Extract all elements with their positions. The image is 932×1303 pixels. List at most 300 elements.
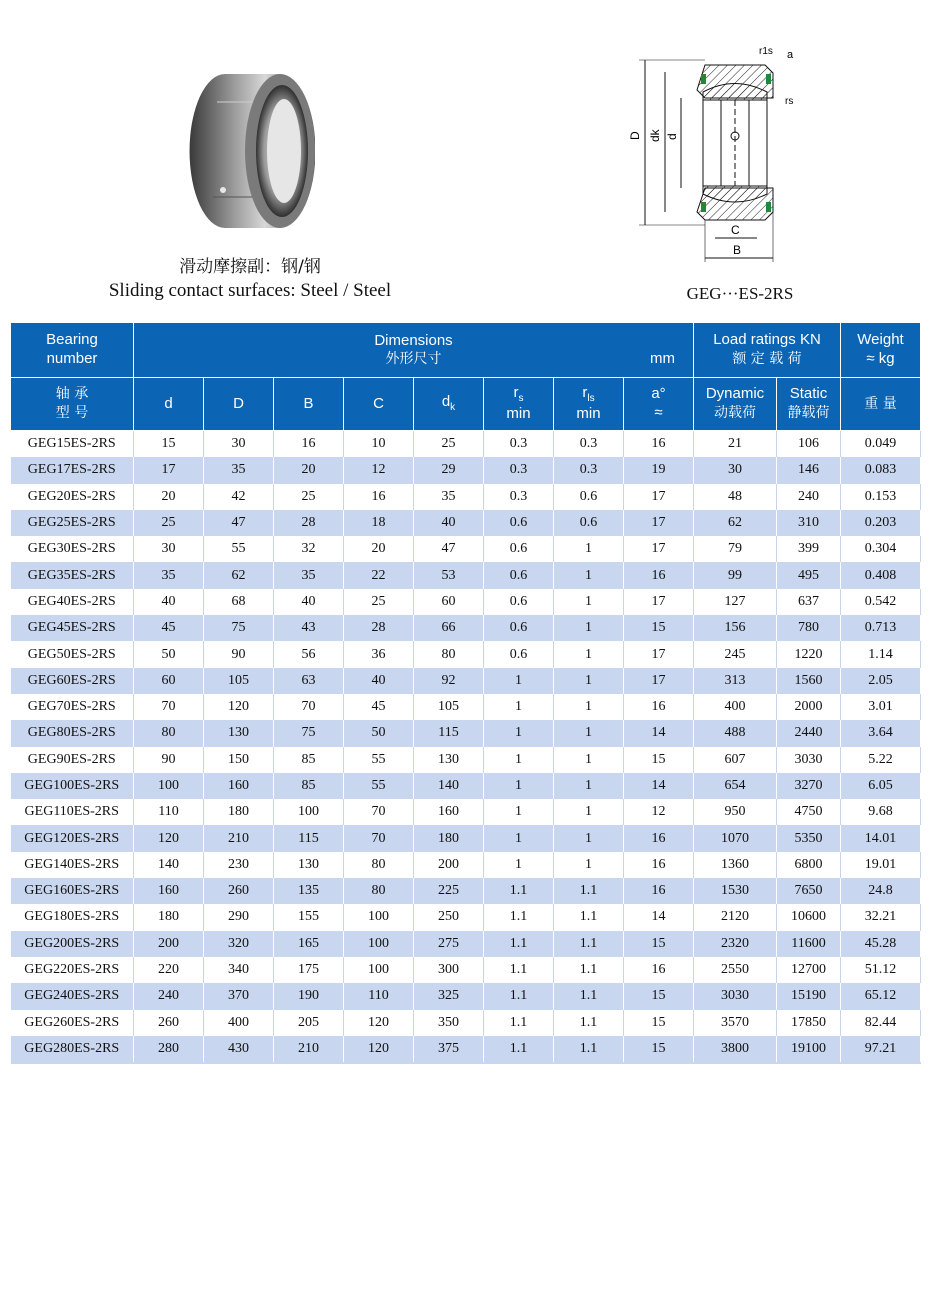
cell-model: GEG20ES-2RS [11,484,134,510]
cell-D: 47 [204,510,274,536]
cell-r1s: 1 [554,825,624,851]
cell-weight: 6.05 [841,773,921,799]
cell-D: 230 [204,852,274,878]
cell-D: 340 [204,957,274,983]
cell-r1s: 1 [554,773,624,799]
cell-d: 25 [134,510,204,536]
cell-dk: 35 [414,484,484,510]
cell-a: 17 [624,536,694,562]
cell-static: 12700 [777,957,841,983]
cell-dynamic: 3570 [694,1010,777,1036]
table-row [11,720,921,746]
table-row [11,641,921,667]
cell-static: 399 [777,536,841,562]
cell-dynamic: 400 [694,694,777,720]
cell-D: 320 [204,931,274,957]
cell-rs: 1 [484,852,554,878]
table-row [11,931,921,957]
cell-B: 210 [274,1036,344,1063]
dim-D-label: D [628,131,642,140]
cell-a: 16 [624,878,694,904]
cell-r1s: 1 [554,641,624,667]
cell-B: 115 [274,825,344,851]
table-row [11,799,921,825]
table-row [11,615,921,641]
cell-rs: 1.1 [484,957,554,983]
cell-weight: 24.8 [841,878,921,904]
cell-D: 150 [204,747,274,773]
cell-r1s: 1.1 [554,1036,624,1063]
cell-dynamic: 1530 [694,878,777,904]
cell-C: 12 [344,457,414,483]
cell-C: 40 [344,668,414,694]
cell-r1s: 1.1 [554,904,624,930]
cell-D: 160 [204,773,274,799]
cell-model: GEG200ES-2RS [11,931,134,957]
cell-static: 146 [777,457,841,483]
cell-d: 70 [134,694,204,720]
cell-d: 110 [134,799,204,825]
cell-rs: 1 [484,825,554,851]
cell-dynamic: 607 [694,747,777,773]
cell-dk: 160 [414,799,484,825]
cell-dk: 180 [414,825,484,851]
cell-r1s: 1 [554,562,624,588]
cell-dk: 350 [414,1010,484,1036]
cell-d: 240 [134,983,204,1009]
cell-dynamic: 127 [694,589,777,615]
cell-model: GEG80ES-2RS [11,720,134,746]
cell-weight: 0.153 [841,484,921,510]
cell-static: 11600 [777,931,841,957]
cell-static: 1560 [777,668,841,694]
cell-rs: 1 [484,747,554,773]
cell-dk: 130 [414,747,484,773]
cell-weight: 0.713 [841,615,921,641]
cell-B: 56 [274,641,344,667]
cell-r1s: 1 [554,720,624,746]
cell-static: 637 [777,589,841,615]
cell-d: 17 [134,457,204,483]
cell-B: 43 [274,615,344,641]
col-d-header: d [134,378,204,431]
cell-model: GEG220ES-2RS [11,957,134,983]
cell-weight: 51.12 [841,957,921,983]
table-row [11,431,921,458]
cell-a: 17 [624,510,694,536]
cell-a: 16 [624,825,694,851]
table-row [11,773,921,799]
cell-r1s: 1 [554,694,624,720]
cell-weight: 0.542 [841,589,921,615]
cell-r1s: 0.6 [554,510,624,536]
cell-r1s: 1.1 [554,878,624,904]
cell-r1s: 1.1 [554,983,624,1009]
cell-a: 19 [624,457,694,483]
cell-rs: 0.6 [484,641,554,667]
cell-dynamic: 99 [694,562,777,588]
weight-header: Weight ≈ kg [841,323,921,378]
cell-rs: 0.6 [484,510,554,536]
cell-static: 5350 [777,825,841,851]
cell-d: 80 [134,720,204,746]
cell-a: 16 [624,957,694,983]
cell-dk: 200 [414,852,484,878]
cell-dynamic: 21 [694,431,777,458]
cell-dynamic: 313 [694,668,777,694]
cell-C: 25 [344,589,414,615]
cell-C: 100 [344,931,414,957]
cell-dk: 80 [414,641,484,667]
cell-dynamic: 654 [694,773,777,799]
cell-dynamic: 1070 [694,825,777,851]
cell-model: GEG180ES-2RS [11,904,134,930]
cell-B: 35 [274,562,344,588]
cell-d: 90 [134,747,204,773]
cell-C: 45 [344,694,414,720]
cell-weight: 14.01 [841,825,921,851]
cell-d: 100 [134,773,204,799]
cell-model: GEG260ES-2RS [11,1010,134,1036]
cell-r1s: 1 [554,799,624,825]
cell-dk: 92 [414,668,484,694]
cell-C: 80 [344,878,414,904]
cell-a: 15 [624,615,694,641]
cell-r1s: 0.3 [554,431,624,458]
cell-weight: 0.304 [841,536,921,562]
cell-r1s: 1.1 [554,931,624,957]
cell-d: 220 [134,957,204,983]
cell-model: GEG40ES-2RS [11,589,134,615]
table-row [11,562,921,588]
cell-C: 28 [344,615,414,641]
cell-B: 175 [274,957,344,983]
cell-D: 55 [204,536,274,562]
cell-D: 130 [204,720,274,746]
cell-model: GEG110ES-2RS [11,799,134,825]
cell-weight: 97.21 [841,1036,921,1063]
cell-D: 430 [204,1036,274,1063]
cell-model: GEG17ES-2RS [11,457,134,483]
cell-weight: 2.05 [841,668,921,694]
cell-dynamic: 3030 [694,983,777,1009]
cell-dk: 300 [414,957,484,983]
cell-a: 14 [624,773,694,799]
col-a-header: a° ≈ [624,378,694,431]
cell-a: 14 [624,904,694,930]
cell-rs: 0.6 [484,536,554,562]
cell-d: 60 [134,668,204,694]
cell-r1s: 0.3 [554,457,624,483]
cell-static: 6800 [777,852,841,878]
cell-dynamic: 3800 [694,1036,777,1063]
dimensions-header: Dimensions 外形尺寸 mm [134,323,694,378]
cell-r1s: 1.1 [554,957,624,983]
cell-d: 140 [134,852,204,878]
col-weight-header: 重 量 [841,378,921,431]
cell-static: 2440 [777,720,841,746]
table-row [11,852,921,878]
cell-D: 75 [204,615,274,641]
cell-B: 165 [274,931,344,957]
cell-dynamic: 30 [694,457,777,483]
cell-static: 3270 [777,773,841,799]
cell-D: 30 [204,431,274,458]
cell-B: 190 [274,983,344,1009]
col-static-header: Static 静载荷 [777,378,841,431]
cell-dynamic: 2120 [694,904,777,930]
cell-rs: 1.1 [484,1010,554,1036]
cell-d: 160 [134,878,204,904]
cell-C: 70 [344,799,414,825]
cell-D: 42 [204,484,274,510]
cell-D: 260 [204,878,274,904]
cell-dynamic: 79 [694,536,777,562]
cell-rs: 1.1 [484,1036,554,1063]
cell-static: 240 [777,484,841,510]
col-C-header: C [344,378,414,431]
cell-C: 55 [344,773,414,799]
dim-dk-label: dk [648,129,662,142]
cell-dynamic: 156 [694,615,777,641]
bearing-photo [185,62,315,242]
cell-C: 36 [344,641,414,667]
cell-B: 63 [274,668,344,694]
cell-model: GEG25ES-2RS [11,510,134,536]
cell-D: 90 [204,641,274,667]
cell-D: 400 [204,1010,274,1036]
cell-weight: 5.22 [841,747,921,773]
cell-D: 35 [204,457,274,483]
cell-weight: 65.12 [841,983,921,1009]
cell-d: 50 [134,641,204,667]
cell-d: 200 [134,931,204,957]
cell-B: 75 [274,720,344,746]
cell-rs: 0.3 [484,484,554,510]
dim-B-label: B [733,243,742,257]
cell-dk: 105 [414,694,484,720]
table-row [11,484,921,510]
table-row [11,747,921,773]
cell-dk: 375 [414,1036,484,1063]
cell-C: 18 [344,510,414,536]
cell-dk: 250 [414,904,484,930]
cell-weight: 0.083 [841,457,921,483]
table-row [11,1036,921,1063]
cell-model: GEG70ES-2RS [11,694,134,720]
dim-C-label: C [731,223,740,237]
material-caption-en: Sliding contact surfaces: Steel / Steel [108,280,392,301]
cell-a: 17 [624,668,694,694]
cell-model: GEG15ES-2RS [11,431,134,458]
cell-dk: 60 [414,589,484,615]
cell-D: 105 [204,668,274,694]
cell-d: 260 [134,1010,204,1036]
cell-r1s: 1 [554,536,624,562]
table-row [11,536,921,562]
bearing-number-header: Bearing number [11,323,134,378]
cell-model: GEG280ES-2RS [11,1036,134,1063]
cell-dynamic: 245 [694,641,777,667]
cell-static: 1220 [777,641,841,667]
cell-a: 15 [624,1010,694,1036]
cell-rs: 1 [484,799,554,825]
table-row [11,589,921,615]
cell-rs: 1.1 [484,983,554,1009]
cell-B: 16 [274,431,344,458]
cell-D: 290 [204,904,274,930]
cell-static: 2000 [777,694,841,720]
cell-rs: 0.3 [484,431,554,458]
cell-model: GEG140ES-2RS [11,852,134,878]
cell-B: 25 [274,484,344,510]
cell-B: 130 [274,852,344,878]
cell-d: 30 [134,536,204,562]
cell-rs: 1 [484,773,554,799]
spec-table-body [11,431,921,1064]
cell-weight: 0.049 [841,431,921,458]
cell-C: 100 [344,904,414,930]
table-row [11,457,921,483]
cell-B: 85 [274,773,344,799]
cell-d: 40 [134,589,204,615]
cell-model: GEG90ES-2RS [11,747,134,773]
dim-a-label: a [787,49,794,61]
table-row [11,1010,921,1036]
cell-a: 15 [624,747,694,773]
cell-C: 80 [344,852,414,878]
cell-dk: 40 [414,510,484,536]
cell-dk: 140 [414,773,484,799]
cell-dynamic: 62 [694,510,777,536]
model-cn-header: 轴 承 型 号 [11,378,134,431]
cell-a: 16 [624,431,694,458]
col-D-header: D [204,378,274,431]
cell-weight: 3.01 [841,694,921,720]
cell-r1s: 1 [554,668,624,694]
cell-C: 50 [344,720,414,746]
cell-r1s: 1.1 [554,1010,624,1036]
col-B-header: B [274,378,344,431]
cell-d: 15 [134,431,204,458]
cell-static: 15190 [777,983,841,1009]
cell-B: 70 [274,694,344,720]
cell-weight: 32.21 [841,904,921,930]
cell-a: 15 [624,983,694,1009]
cell-rs: 1.1 [484,878,554,904]
cell-B: 28 [274,510,344,536]
cell-static: 3030 [777,747,841,773]
cell-a: 12 [624,799,694,825]
cell-D: 120 [204,694,274,720]
cell-model: GEG240ES-2RS [11,983,134,1009]
cell-model: GEG120ES-2RS [11,825,134,851]
cell-C: 120 [344,1036,414,1063]
cell-static: 310 [777,510,841,536]
cell-model: GEG100ES-2RS [11,773,134,799]
cell-a: 15 [624,1036,694,1063]
cell-B: 85 [274,747,344,773]
table-row [11,825,921,851]
cell-dk: 115 [414,720,484,746]
cell-a: 17 [624,484,694,510]
cell-C: 120 [344,1010,414,1036]
cell-model: GEG160ES-2RS [11,878,134,904]
cell-dynamic: 950 [694,799,777,825]
cell-C: 55 [344,747,414,773]
cell-dynamic: 488 [694,720,777,746]
series-label: GEG···ES-2RS [686,284,794,303]
cell-dk: 66 [414,615,484,641]
cell-d: 20 [134,484,204,510]
cell-static: 19100 [777,1036,841,1063]
cell-model: GEG50ES-2RS [11,641,134,667]
cell-rs: 1 [484,694,554,720]
cell-C: 70 [344,825,414,851]
cell-a: 17 [624,589,694,615]
cell-rs: 1.1 [484,904,554,930]
cell-C: 110 [344,983,414,1009]
cell-dk: 25 [414,431,484,458]
cell-D: 180 [204,799,274,825]
cell-d: 120 [134,825,204,851]
cell-C: 100 [344,957,414,983]
cell-weight: 45.28 [841,931,921,957]
cell-C: 10 [344,431,414,458]
dim-r1s-label: r1s [759,46,773,57]
cell-static: 106 [777,431,841,458]
table-row [11,878,921,904]
cell-weight: 9.68 [841,799,921,825]
cell-D: 68 [204,589,274,615]
cell-rs: 1.1 [484,931,554,957]
cell-static: 7650 [777,878,841,904]
cell-a: 16 [624,562,694,588]
bearing-section-drawing [625,40,815,265]
table-row [11,510,921,536]
cell-static: 10600 [777,904,841,930]
cell-dk: 325 [414,983,484,1009]
cell-rs: 0.3 [484,457,554,483]
cell-dynamic: 2320 [694,931,777,957]
col-rs-header: $r_s$ min [484,378,554,431]
cell-r1s: 0.6 [554,484,624,510]
cell-a: 15 [624,931,694,957]
cell-C: 16 [344,484,414,510]
cell-model: GEG60ES-2RS [11,668,134,694]
cell-dk: 47 [414,536,484,562]
cell-weight: 0.203 [841,510,921,536]
cell-D: 210 [204,825,274,851]
cell-weight: 0.408 [841,562,921,588]
cell-static: 17850 [777,1010,841,1036]
cell-a: 16 [624,694,694,720]
cell-static: 780 [777,615,841,641]
table-row [11,668,921,694]
cell-dk: 29 [414,457,484,483]
cell-rs: 1 [484,668,554,694]
cell-model: GEG35ES-2RS [11,562,134,588]
cell-B: 20 [274,457,344,483]
cell-d: 180 [134,904,204,930]
cell-weight: 19.01 [841,852,921,878]
cell-d: 35 [134,562,204,588]
table-row [11,904,921,930]
cell-r1s: 1 [554,747,624,773]
cell-dk: 53 [414,562,484,588]
cell-dynamic: 48 [694,484,777,510]
cell-B: 40 [274,589,344,615]
